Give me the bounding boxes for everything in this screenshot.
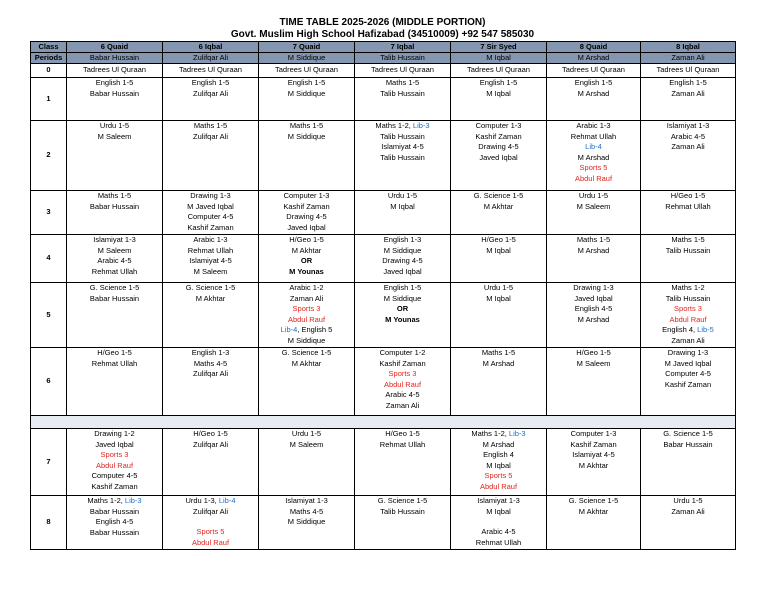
- timetable-cell: [355, 429, 451, 496]
- cell-line: Zaman Ali: [671, 335, 705, 345]
- cell-line: Drawing 4-5: [478, 142, 519, 152]
- cell-line: English 1-5: [383, 283, 422, 292]
- cell-line: Rehmat Ullah: [665, 201, 711, 211]
- timetable-cell: [67, 348, 163, 416]
- break-row: [31, 416, 736, 429]
- timetable-cell: [259, 348, 355, 416]
- cell-line: G. Science 1-5: [89, 283, 140, 292]
- timetable-cell: [163, 348, 259, 416]
- cell-line: M Arshad: [577, 152, 610, 162]
- timetable-cell: [163, 429, 259, 496]
- period-row: [31, 191, 736, 235]
- cell-line: Arabic 1-3: [576, 121, 611, 130]
- cell-line: Tadrees Ul Quraan: [562, 65, 625, 75]
- timetable-cell: [163, 235, 259, 283]
- cell-line: M Javed Iqbal: [664, 358, 712, 368]
- cell-line: Sports 3: [388, 369, 417, 379]
- cell-line: M Arshad: [482, 439, 515, 449]
- cell-line: Islamiyat 1-3: [93, 235, 136, 244]
- cell-line: Zaman Ali: [671, 142, 705, 152]
- cell-line: Rehmat Ullah: [570, 131, 617, 141]
- cell-line: Kashif Zaman: [283, 201, 330, 211]
- timetable-cell: [67, 64, 163, 78]
- cell-line: English 1-5: [669, 78, 707, 87]
- cell-line: M Arshad: [577, 88, 610, 98]
- cell-line: M Siddique: [287, 88, 326, 98]
- cell-line: Islamiyat 1-3: [666, 121, 710, 130]
- timetable-cell: [355, 121, 451, 191]
- cell-line: Maths 1-5: [385, 78, 420, 87]
- cell-line: English 4-5: [95, 517, 134, 527]
- timetable-cell: [547, 235, 641, 283]
- cell-line: Computer 1-3: [283, 191, 330, 200]
- cell-line: M Saleem: [193, 266, 228, 276]
- period-number: 1: [31, 78, 67, 121]
- cell-line: Lib-4, English 5: [280, 325, 333, 335]
- cell-line: M Javed Iqbal: [187, 201, 234, 211]
- cell-line: Maths 1-2: [671, 283, 705, 292]
- cell-line: M Saleem: [576, 201, 611, 211]
- cell-line: Zulifqar Ali: [192, 88, 228, 98]
- cell-line: G. Science 1-5: [281, 348, 332, 357]
- cell-line: M Siddique: [383, 245, 422, 255]
- timetable-cell: [451, 78, 547, 121]
- cell-line: Computer 1-3: [570, 429, 617, 438]
- cell-line: Maths 1-5: [193, 121, 228, 130]
- cell-spacer: [452, 517, 545, 527]
- cell-line: Islamiyat 1-3: [285, 496, 328, 505]
- cell-line: Computer 1-2: [379, 348, 426, 357]
- class-teacher: Talib Hussain: [355, 53, 451, 64]
- cell-line: Talib Hussain: [380, 131, 425, 141]
- cell-line: Kashif Zaman: [475, 131, 522, 141]
- cell-line: M Saleem: [97, 245, 132, 255]
- period-row: [31, 235, 736, 283]
- period-number: 2: [31, 121, 67, 191]
- cell-line: Zulifqar Ali: [192, 369, 228, 379]
- cell-line: Maths 1-5: [289, 121, 324, 130]
- cell-line: M Arshad: [577, 245, 610, 255]
- period-number: 8: [31, 496, 67, 550]
- timetable-cell: [547, 78, 641, 121]
- cell-line: Tadrees Ul Quraan: [371, 65, 434, 75]
- cell-line: OR: [300, 256, 313, 266]
- cell-line: Maths 4-5: [289, 506, 324, 516]
- cell-line: M Akhtar: [291, 245, 322, 255]
- timetable-cell: [451, 429, 547, 496]
- cell-line: Urdu 1-5: [673, 496, 703, 505]
- cell-line: M Arshad: [482, 358, 515, 368]
- cell-line: Babar Hussain: [89, 527, 140, 537]
- cell-line: Talib Hussain: [380, 152, 425, 162]
- timetable-cell: [451, 121, 547, 191]
- cell-line: Abdul Rauf: [191, 537, 230, 547]
- period-number: 4: [31, 235, 67, 283]
- cell-line: Drawing 4-5: [286, 212, 327, 222]
- class-teacher: M Siddique: [259, 53, 355, 64]
- timetable-cell: [355, 283, 451, 348]
- cell-line: Maths 1-5: [671, 235, 705, 244]
- timetable-cell: [259, 496, 355, 550]
- cell-line: Arabic 1-3: [193, 235, 228, 244]
- timetable: [30, 41, 736, 550]
- period-number: 6: [31, 348, 67, 416]
- period-row: [31, 121, 736, 191]
- cell-line: M Iqbal: [390, 201, 415, 211]
- cell-line: M Akhtar: [483, 201, 514, 211]
- cell-line: H/Geo 1-5: [481, 235, 516, 244]
- cell-line: Urdu 1-5: [387, 191, 418, 200]
- cell-line: Drawing 1-3: [573, 283, 614, 292]
- cell-line: Sports 3: [100, 450, 129, 460]
- cell-line: Maths 4-5: [193, 358, 228, 368]
- timetable-cell: [547, 191, 641, 235]
- cell-line: Zaman Ali: [289, 293, 324, 303]
- cell-line: Talib Hussain: [665, 293, 711, 303]
- timetable-cell: [355, 348, 451, 416]
- cell-line: Babar Hussain: [89, 293, 140, 303]
- cell-line: M Siddique: [287, 335, 326, 345]
- class-name: 8 Quaid: [547, 42, 641, 53]
- timetable-cell: [641, 191, 736, 235]
- cell-line: G. Science 1-5: [568, 496, 619, 505]
- period-row: [31, 429, 736, 496]
- timetable-cell: [355, 496, 451, 550]
- timetable-cell: [641, 496, 736, 550]
- cell-line: Arabic 4-5: [97, 256, 132, 266]
- timetable-cell: [67, 283, 163, 348]
- timetable-cell: [163, 283, 259, 348]
- class-name: 6 Iqbal: [163, 42, 259, 53]
- class-label: Class: [31, 42, 67, 53]
- cell-line: Abdul Rauf: [669, 314, 707, 324]
- period-row: [31, 64, 736, 78]
- timetable-cell: [451, 191, 547, 235]
- timetable-cell: [451, 64, 547, 78]
- cell-line: English 4, Lib-5: [662, 325, 714, 335]
- break-cell: [31, 416, 736, 429]
- cell-line: English 1-3: [191, 348, 230, 357]
- cell-line: Abdul Rauf: [574, 173, 613, 183]
- timetable-cell: [259, 64, 355, 78]
- class-name: 7 Sir Syed: [451, 42, 547, 53]
- periods-label: Periods: [31, 53, 67, 64]
- cell-line: Javed Iqbal: [95, 439, 134, 449]
- timetable-cell: [259, 235, 355, 283]
- period-row: [31, 348, 736, 416]
- cell-line: M Siddique: [287, 131, 326, 141]
- timetable-cell: [641, 283, 736, 348]
- timetable-cell: [547, 283, 641, 348]
- cell-line: Javed Iqbal: [574, 293, 613, 303]
- timetable-cell: [641, 121, 736, 191]
- cell-line: Islamiyat 1-3: [477, 496, 520, 505]
- cell-line: Abdul Rauf: [95, 460, 134, 470]
- cell-line: Computer 4-5: [91, 471, 138, 481]
- cell-line: H/Geo 1-5: [193, 429, 228, 438]
- period-number: 5: [31, 283, 67, 348]
- timetable-cell: [67, 121, 163, 191]
- timetable-cell: [451, 348, 547, 416]
- cell-line: Tadrees Ul Quraan: [179, 65, 242, 75]
- period-row: [31, 283, 736, 348]
- cell-line: English 1-5: [95, 78, 134, 87]
- cell-line: Urdu 1-5: [291, 429, 322, 438]
- class-name: 7 Iqbal: [355, 42, 451, 53]
- timetable-cell: [355, 235, 451, 283]
- cell-line: Arabic 1-2: [289, 283, 324, 292]
- cell-line: Talib Hussain: [380, 506, 425, 516]
- timetable-cell: [259, 191, 355, 235]
- timetable-cell: [641, 235, 736, 283]
- cell-line: Talib Hussain: [665, 245, 711, 255]
- timetable-cell: [355, 64, 451, 78]
- timetable-document: [30, 17, 735, 550]
- cell-line: M Akhtar: [578, 506, 609, 516]
- cell-line: English 4-5: [574, 304, 613, 314]
- class-teacher: Zaman Ali: [641, 53, 736, 64]
- cell-line: H/Geo 1-5: [97, 348, 132, 357]
- cell-line: Rehmat Ullah: [91, 358, 138, 368]
- timetable-cell: [163, 191, 259, 235]
- cell-line: Maths 1-2, Lib-3: [471, 429, 526, 438]
- cell-line: M Iqbal: [486, 460, 511, 470]
- timetable-body: [31, 64, 736, 550]
- cell-line: Babar Hussain: [89, 506, 140, 516]
- class-name: 6 Quaid: [67, 42, 163, 53]
- cell-line: Kashif Zaman: [664, 379, 712, 389]
- cell-line: Maths 1-5: [576, 235, 611, 244]
- period-number: 7: [31, 429, 67, 496]
- cell-line: Arabic 4-5: [481, 527, 516, 537]
- cell-line: OR: [396, 304, 409, 314]
- cell-line: English 1-5: [479, 78, 518, 87]
- cell-line: H/Geo 1-5: [385, 429, 420, 438]
- cell-line: English 4: [483, 450, 514, 460]
- class-teacher: M Arshad: [547, 53, 641, 64]
- period-number: 0: [31, 64, 67, 78]
- timetable-cell: [451, 283, 547, 348]
- cell-line: Islamiyat 4-5: [572, 450, 615, 460]
- cell-line: M Arshad: [577, 314, 610, 324]
- class-teacher-row: [31, 53, 736, 64]
- cell-line: Drawing 1-3: [667, 348, 709, 357]
- page-title: TIME TABLE 2025-2026 (MIDDLE PORTION): [279, 17, 486, 28]
- period-number: 3: [31, 191, 67, 235]
- cell-line: Urdu 1-3, Lib-4: [185, 496, 236, 505]
- timetable-cell: [355, 191, 451, 235]
- cell-line: M Iqbal: [486, 506, 511, 516]
- timetable-cell: [163, 64, 259, 78]
- timetable-cell: [67, 429, 163, 496]
- cell-line: Drawing 1-2: [94, 429, 135, 438]
- class-name: 8 Iqbal: [641, 42, 736, 53]
- cell-line: Kashif Zaman: [187, 222, 234, 232]
- cell-line: Maths 1-2, Lib-3: [87, 496, 142, 505]
- cell-line: H/Geo 1-5: [670, 191, 706, 200]
- cell-line: Tadrees Ul Quraan: [275, 65, 338, 75]
- timetable-cell: [547, 429, 641, 496]
- cell-line: Maths 1-5: [97, 191, 132, 200]
- timetable-cell: [641, 429, 736, 496]
- timetable-cell: [163, 78, 259, 121]
- cell-line: Babar Hussain: [89, 88, 140, 98]
- cell-line: Sports 5: [579, 163, 608, 173]
- cell-line: Computer 1-3: [475, 121, 522, 130]
- cell-line: Rehmat Ullah: [379, 439, 426, 449]
- timetable-cell: [259, 78, 355, 121]
- cell-line: Rehmat Ullah: [475, 537, 522, 547]
- cell-line: G. Science 1-5: [473, 191, 524, 200]
- cell-line: Babar Hussain: [89, 201, 140, 211]
- cell-line: Arabic 4-5: [385, 390, 420, 400]
- cell-line: Zulifqar Ali: [192, 131, 228, 141]
- cell-line: English 1-5: [574, 78, 613, 87]
- cell-line: M Iqbal: [486, 245, 511, 255]
- cell-line: English 1-5: [191, 78, 230, 87]
- cell-line: Abdul Rauf: [287, 314, 326, 324]
- cell-line: M Saleem: [576, 358, 611, 368]
- cell-line: Maths 1-2, Lib-3: [375, 121, 430, 130]
- cell-line: Sports 3: [674, 304, 702, 314]
- cell-line: M Iqbal: [486, 88, 511, 98]
- cell-line: Tadrees Ul Quraan: [83, 65, 146, 75]
- timetable-cell: [547, 121, 641, 191]
- class-teacher: M Iqbal: [451, 53, 547, 64]
- cell-line: M Saleem: [289, 439, 324, 449]
- cell-line: M Younas: [289, 266, 324, 276]
- cell-line: M Akhtar: [195, 293, 226, 303]
- cell-line: H/Geo 1-5: [289, 235, 324, 244]
- cell-line: Rehmat Ullah: [91, 266, 138, 276]
- cell-line: Javed Iqbal: [479, 152, 518, 162]
- cell-line: Javed Iqbal: [383, 266, 422, 276]
- timetable-cell: [67, 78, 163, 121]
- timetable-cell: [163, 496, 259, 550]
- cell-line: Computer 4-5: [187, 212, 234, 222]
- cell-line: H/Geo 1-5: [576, 348, 611, 357]
- timetable-cell: [451, 496, 547, 550]
- timetable-cell: [259, 121, 355, 191]
- cell-line: Kashif Zaman: [570, 439, 617, 449]
- page-subtitle: Govt. Muslim High School Hafizabad (34510009) +92 547 585030: [230, 29, 535, 40]
- cell-line: M Younas: [385, 314, 420, 324]
- cell-line: Abdul Rauf: [383, 379, 422, 389]
- cell-line: Abdul Rauf: [479, 481, 518, 491]
- cell-spacer: [164, 517, 257, 527]
- cell-line: Sports 5: [196, 527, 225, 537]
- cell-line: M Siddique: [383, 293, 422, 303]
- cell-line: Urdu 1-5: [483, 283, 514, 292]
- cell-line: Zulifqar Ali: [192, 506, 228, 516]
- cell-line: Urdu 1-5: [99, 121, 130, 130]
- cell-line: Babar Hussain: [663, 439, 713, 449]
- cell-line: Lib-4: [585, 142, 602, 152]
- timetable-cell: [67, 191, 163, 235]
- class-teacher: Zulifqar Ali: [163, 53, 259, 64]
- class-header-row: [31, 42, 736, 53]
- timetable-cell: [547, 64, 641, 78]
- cell-line: Tadrees Ul Quraan: [467, 65, 530, 75]
- cell-line: Javed Iqbal: [287, 222, 326, 232]
- cell-line: Zulifqar Ali: [192, 439, 228, 449]
- cell-line: G. Science 1-5: [185, 283, 236, 292]
- cell-line: Maths 1-5: [481, 348, 516, 357]
- cell-line: M Saleem: [97, 131, 132, 141]
- cell-line: Computer 4-5: [665, 369, 711, 379]
- timetable-cell: [641, 64, 736, 78]
- class-name: 7 Quaid: [259, 42, 355, 53]
- timetable-cell: [67, 496, 163, 550]
- timetable-cell: [641, 348, 736, 416]
- period-row: [31, 496, 736, 550]
- cell-line: Islamiyat 4-5: [189, 256, 232, 266]
- timetable-cell: [641, 78, 736, 121]
- cell-line: Urdu 1-5: [578, 191, 609, 200]
- cell-line: Rehmat Ullah: [187, 245, 234, 255]
- cell-line: English 1-3: [383, 235, 422, 244]
- timetable-cell: [355, 78, 451, 121]
- timetable-cell: [67, 235, 163, 283]
- cell-line: Kashif Zaman: [91, 481, 138, 491]
- timetable-cell: [259, 429, 355, 496]
- cell-line: G. Science 1-5: [377, 496, 428, 505]
- cell-line: Drawing 4-5: [382, 256, 423, 266]
- class-teacher: Babar Hussain: [67, 53, 163, 64]
- cell-line: M Iqbal: [486, 293, 511, 303]
- timetable-cell: [163, 121, 259, 191]
- cell-line: G. Science 1-5: [663, 429, 713, 438]
- timetable-cell: [547, 348, 641, 416]
- cell-line: Zaman Ali: [385, 400, 420, 410]
- cell-line: Sports 5: [484, 471, 513, 481]
- cell-line: Zaman Ali: [671, 88, 705, 98]
- cell-line: M Akhtar: [578, 460, 609, 470]
- period-row: [31, 78, 736, 121]
- timetable-cell: [259, 283, 355, 348]
- cell-line: Drawing 1-3: [190, 191, 231, 200]
- cell-line: Talib Hussain: [380, 88, 425, 98]
- cell-line: Kashif Zaman: [379, 358, 426, 368]
- cell-line: Arabic 4-5: [670, 131, 706, 141]
- timetable-cell: [547, 496, 641, 550]
- timetable-cell: [451, 235, 547, 283]
- cell-line: English 1-5: [287, 78, 326, 87]
- cell-line: Zaman Ali: [671, 506, 705, 516]
- cell-line: Islamiyat 4-5: [381, 142, 424, 152]
- cell-line: Sports 3: [292, 304, 321, 314]
- cell-line: M Akhtar: [291, 358, 322, 368]
- cell-line: M Siddique: [287, 517, 326, 527]
- cell-line: Tadrees Ul Quraan: [656, 65, 720, 75]
